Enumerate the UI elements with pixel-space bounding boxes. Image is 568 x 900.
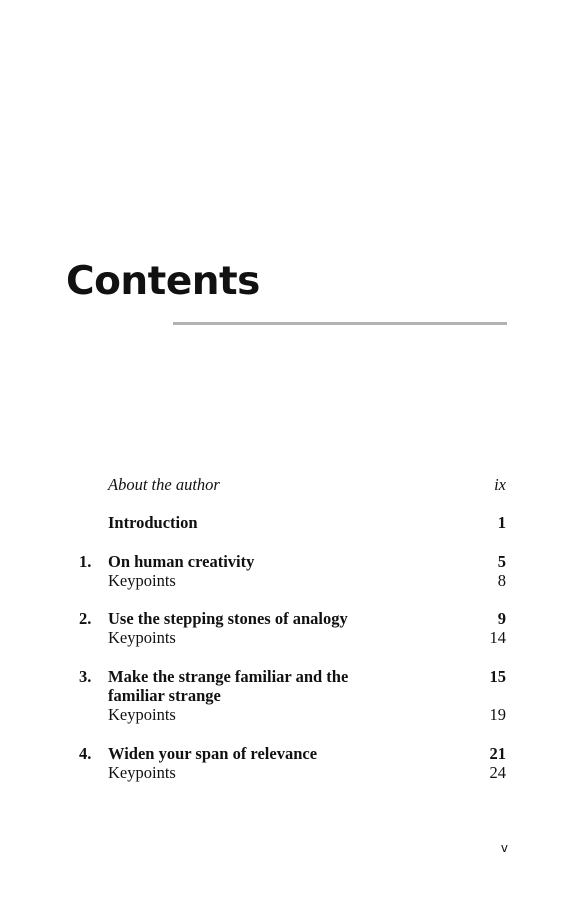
toc-entry-chapter-3-keypoints[interactable] bbox=[0, 705, 568, 724]
toc-page-number: 24 bbox=[489, 763, 506, 782]
toc-page-number: 1 bbox=[497, 513, 506, 532]
chapter-title: Make the strange familiar and the bbox=[108, 667, 349, 686]
chapter-number: 4. bbox=[79, 744, 92, 763]
keypoints-label: Keypoints bbox=[108, 705, 176, 724]
toc-page-number: 14 bbox=[489, 628, 506, 647]
toc-page-number: 5 bbox=[497, 552, 506, 571]
toc-entry-about-author[interactable] bbox=[0, 475, 568, 494]
toc-page-number: ix bbox=[494, 475, 506, 494]
toc-page-number: 15 bbox=[489, 667, 506, 686]
toc-entry-chapter-4[interactable] bbox=[0, 744, 568, 763]
toc-entry-chapter-1-keypoints[interactable] bbox=[0, 571, 568, 590]
toc-entry-chapter-2[interactable] bbox=[0, 609, 568, 628]
chapter-number: 2. bbox=[79, 609, 92, 628]
toc-entry-chapter-3[interactable] bbox=[0, 667, 568, 686]
toc-page-number: 9 bbox=[497, 609, 506, 628]
keypoints-label: Keypoints bbox=[108, 763, 176, 782]
toc-entry-chapter-3-continued[interactable] bbox=[0, 686, 568, 705]
toc-entry-chapter-4-keypoints[interactable] bbox=[0, 763, 568, 782]
toc-entry-chapter-2-keypoints[interactable] bbox=[0, 628, 568, 647]
chapter-title: Widen your span of relevance bbox=[108, 744, 318, 763]
toc-page-number: 21 bbox=[489, 744, 506, 763]
chapter-title: On human creativity bbox=[108, 552, 255, 571]
toc-entry-introduction[interactable] bbox=[0, 513, 568, 532]
toc-page-number: 19 bbox=[489, 705, 506, 724]
chapter-title: Use the stepping stones of analogy bbox=[108, 609, 348, 628]
chapter-title-continued: familiar strange bbox=[108, 686, 221, 705]
keypoints-label: Keypoints bbox=[108, 628, 176, 647]
page-folio: v bbox=[500, 841, 508, 855]
page-title: Contents bbox=[66, 259, 260, 304]
chapter-number: 1. bbox=[79, 552, 92, 571]
toc-entry-label: Introduction bbox=[108, 513, 198, 532]
toc-entry-label: About the author bbox=[108, 475, 220, 494]
toc-page-number: 8 bbox=[497, 571, 506, 590]
toc-entry-chapter-1[interactable] bbox=[0, 552, 568, 571]
keypoints-label: Keypoints bbox=[108, 571, 176, 590]
chapter-number: 3. bbox=[79, 667, 92, 686]
